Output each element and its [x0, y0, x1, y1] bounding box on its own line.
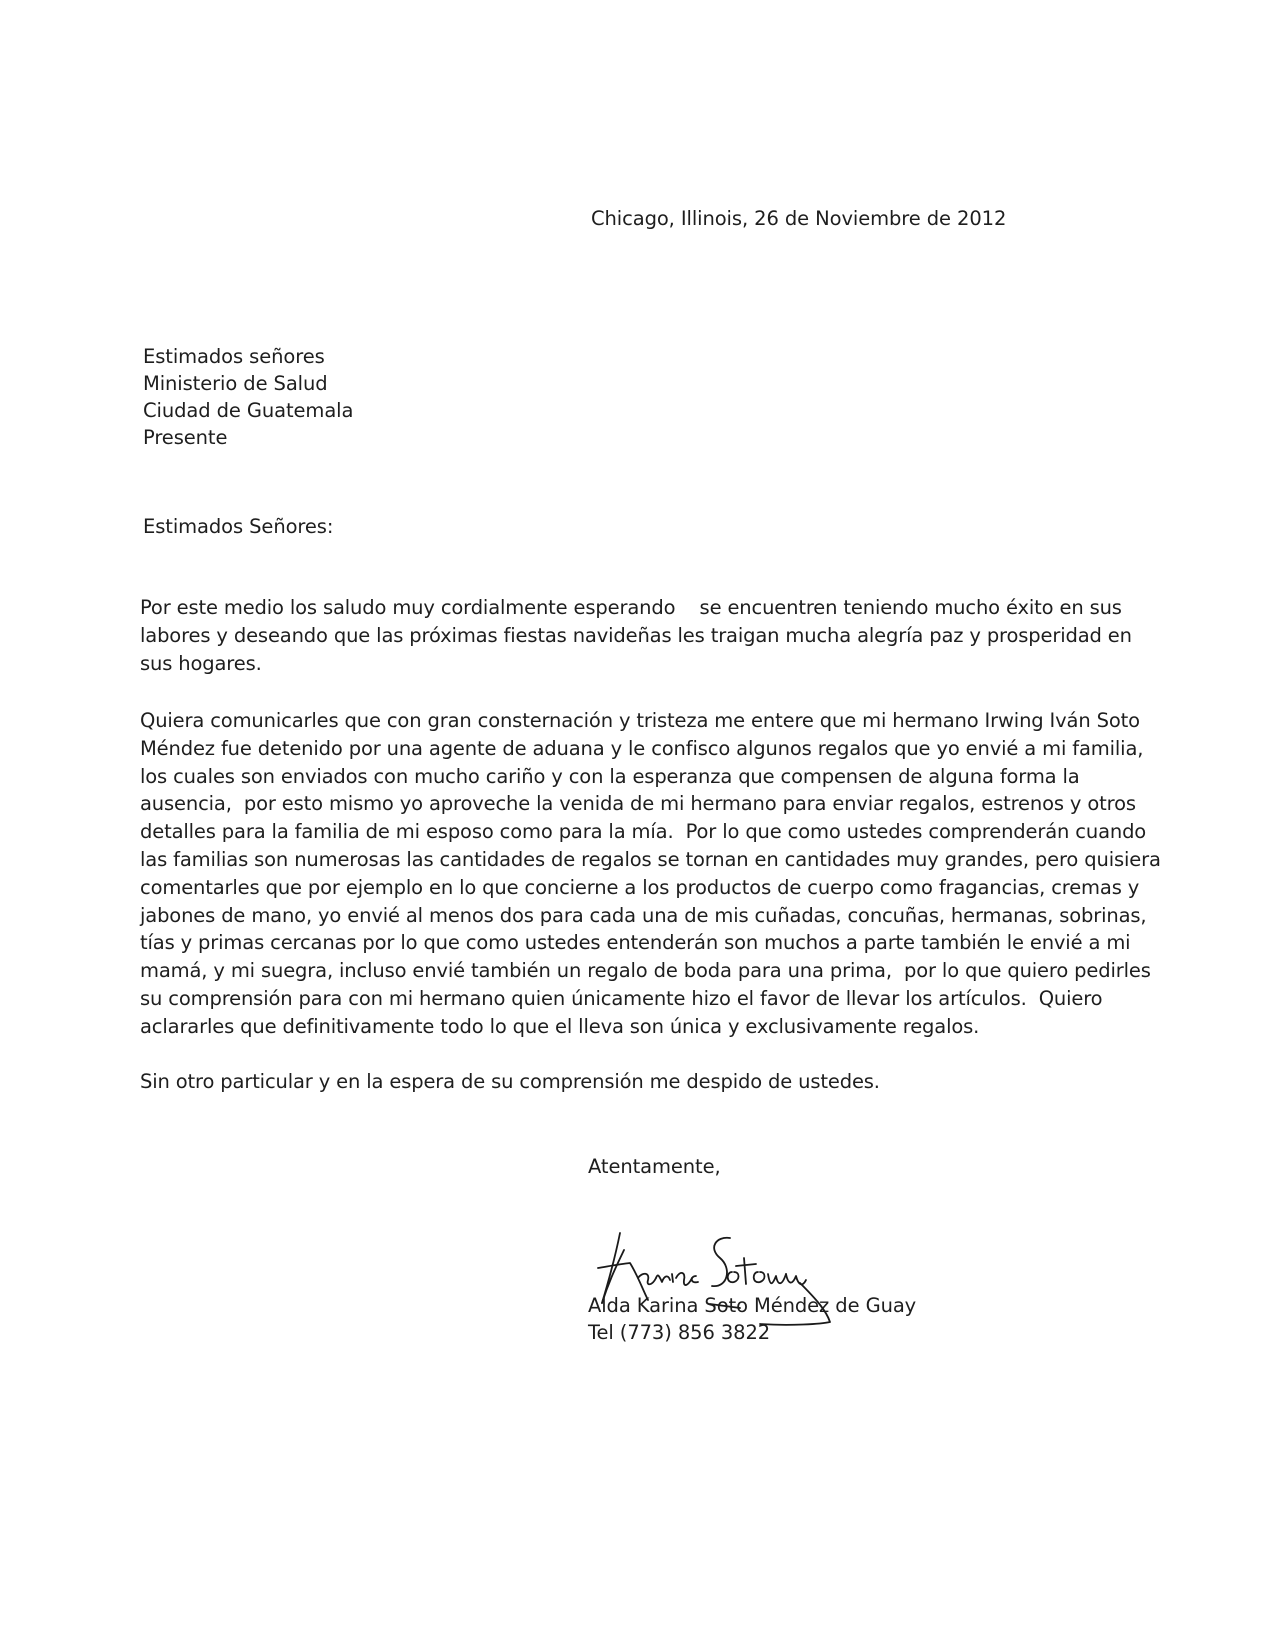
paragraph-line: sus hogares. — [140, 651, 262, 675]
signer-phone: Tel (773) 856 3822 — [588, 1321, 771, 1344]
salutation: Estimados Señores: — [143, 515, 334, 538]
paragraph-line: las familias son numerosas las cantidades de regalos se tornan en cantidades muy grandes, pero quisiera — [140, 847, 1161, 871]
recipient-line: Ciudad de Guatemala — [143, 399, 354, 422]
recipient-block — [143, 343, 353, 451]
paragraph-line: tías y primas cercanas por lo que como ustedes entenderán son muchos a parte también le envié a mi — [140, 931, 1131, 955]
paragraph-line: jabones de mano, yo envié al menos dos para cada una de mis cuñadas, concuñas, hermanas, sobrinas, — [140, 903, 1147, 927]
recipient-line: Estimados señores — [143, 345, 325, 368]
paragraph-greeting — [140, 594, 1132, 677]
recipient-line: Presente — [143, 426, 228, 449]
paragraph-line: aclararles que definitivamente todo lo que el lleva son única y exclusivamente regalos. — [140, 1014, 980, 1038]
paragraph-line: los cuales son enviados con mucho cariño y con la esperanza que compensen de alguna forma la — [140, 764, 1080, 788]
paragraph-line: Por este medio los saludo muy cordialmente esperando se encuentren teniendo mucho éxito en sus — [140, 596, 1122, 619]
paragraph-line: comentarles que por ejemplo en lo que concierne a los productos de cuerpo como fragancias, cremas y — [140, 875, 1140, 899]
signer-name: Alda Karina Soto Méndez de Guay — [588, 1294, 917, 1317]
paragraph-body — [140, 707, 1161, 1041]
paragraph-line: detalles para la familia de mi esposo como para la mía. Por lo que como ustedes comprenderán cuando — [140, 820, 1147, 844]
recipient-line: Ministerio de Salud — [143, 372, 328, 395]
date-line: Chicago, Illinois, 26 de Noviembre de 2012 — [591, 207, 1007, 230]
paragraph-line: mamá, y mi suegra, incluso envié también un regalo de boda para una prima, por lo que quiero pedirles — [140, 959, 1151, 983]
paragraph-farewell: Sin otro particular y en la espera de su comprensión me despido de ustedes. — [140, 1070, 880, 1093]
paragraph-line: labores y deseando que las próximas fiestas navideñas les traigan mucha alegría paz y prosperidad en — [140, 623, 1132, 647]
closing: Atentamente, — [588, 1155, 721, 1178]
paragraph-line: su comprensión para con mi hermano quien únicamente hizo el favor de llevar los artículos. Quiero — [140, 986, 1103, 1010]
paragraph-line: Quiera comunicarles que con gran consternación y tristeza me entere que mi hermano Irwing Iván Soto — [140, 709, 1140, 732]
paragraph-line: Méndez fue detenido por una agente de aduana y le confisco algunos regalos que yo envié a mi familia, — [140, 736, 1144, 760]
paragraph-line: ausencia, por esto mismo yo aproveche la venida de mi hermano para enviar regalos, estrenos y otros — [140, 792, 1136, 816]
